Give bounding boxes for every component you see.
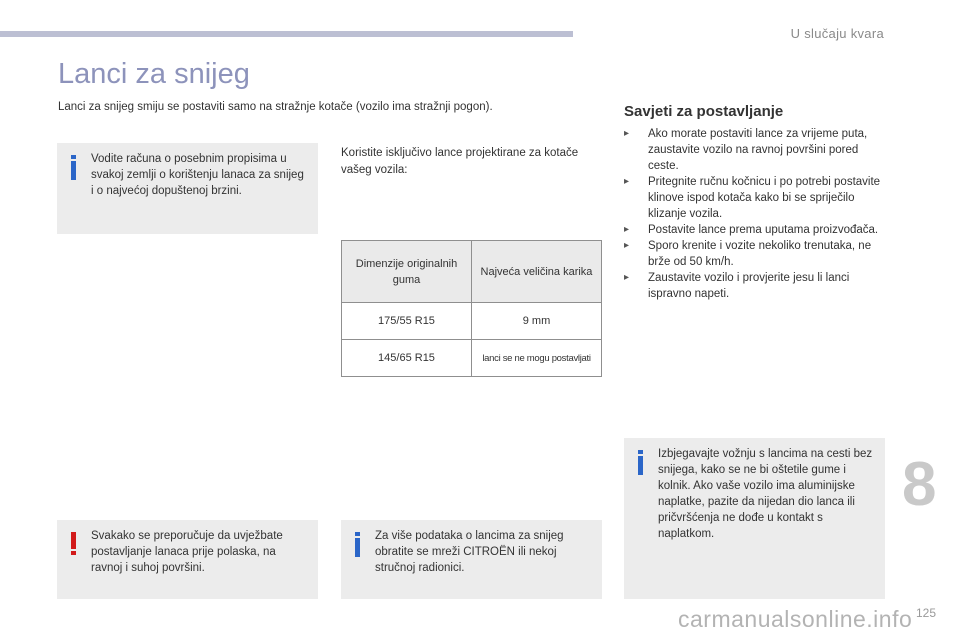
info-box-tips [624, 438, 885, 599]
table-cell: 175/55 R15 [342, 303, 472, 340]
warning-box [57, 520, 318, 599]
triangle-bullet-icon: ▸ [624, 272, 630, 283]
table-header-cell: Najveća veličina karika [472, 241, 602, 303]
info-box-text: Vodite računa o posebnim propisima u svakoj zemlji o korištenju lanaca za snijeg i o najvećoj dopuštenoj brzini. [91, 153, 304, 197]
info-icon [70, 155, 78, 180]
warning-box-text: Svakako se preporučuje da uvježbate postavljanje lanaca prije polaska, na ravnoj i suhoj površini. [91, 530, 283, 574]
list-item-text: Sporo krenite i vozite nekoliko trenutaka, ne brže od 50 km/h. [648, 240, 872, 268]
info-icon [354, 532, 362, 557]
tips-title: Savjeti za postavljanje [624, 103, 784, 120]
list-item-text: Pritegnite ručnu kočnicu i po potrebi postavite klinove ispod kotača kako bi se spriječilo klizanje vozila. [648, 176, 881, 220]
info-box-regulations [57, 143, 318, 234]
table-header-row [342, 241, 602, 303]
header-bar [0, 31, 573, 37]
triangle-bullet-icon: ▸ [624, 240, 630, 251]
info-box-text: Izbjegavajte vožnju s lancima na cesti bez snijega, kako se ne bi oštetile gume i kolnik. Ako vaše vozilo ima aluminijske naplatke, pazite da nijedan dio lanca ili pričvršćenja ne dođe u kontakt s naplatkom. [658, 448, 873, 540]
list-item [624, 270, 890, 302]
list-item-text: Ako morate postaviti lance za vrijeme puta, zaustavite vozilo na ravnoj površini pored ceste. [648, 128, 868, 172]
watermark: carmanualsonline.info [678, 606, 913, 632]
warning-icon [70, 532, 78, 555]
intro-text: Lanci za snijeg smiju se postaviti samo na stražnje kotače (vozilo ima stražnji pogon). [58, 101, 493, 113]
table-cell: lanci se ne mogu postavljati [472, 340, 602, 377]
table-row [342, 340, 602, 377]
page-title: Lanci za snijeg [58, 58, 250, 90]
page-number: 125 [916, 606, 937, 620]
table-header-cell: Dimenzije originalnih guma [342, 241, 472, 303]
table-cell: 145/65 R15 [342, 340, 472, 377]
info-icon [637, 450, 645, 475]
list-item-text: Zaustavite vozilo i provjerite jesu li lanci ispravno napeti. [648, 272, 850, 300]
tips-list [624, 126, 890, 302]
triangle-bullet-icon: ▸ [624, 224, 630, 235]
info-box-text: Za više podataka o lancima za snijeg obratite se mreži CITROËN ili nekoj stručnoj radionici. [375, 530, 564, 574]
table-row [342, 303, 602, 340]
triangle-bullet-icon: ▸ [624, 128, 630, 139]
chains-text: Koristite isključivo lance projektirane za kotače vašeg vozila: [341, 147, 579, 176]
list-item-text: Postavite lance prema uputama proizvođača. [648, 224, 879, 236]
list-item [624, 126, 890, 174]
list-item [624, 222, 890, 238]
list-item [624, 238, 890, 270]
section-header: U slučaju kvara [790, 26, 884, 41]
chapter-number: 8 [902, 450, 937, 519]
triangle-bullet-icon: ▸ [624, 176, 630, 187]
table-cell: 9 mm [472, 303, 602, 340]
list-item [624, 174, 890, 222]
chain-size-table [341, 240, 602, 377]
info-box-more [341, 520, 602, 599]
